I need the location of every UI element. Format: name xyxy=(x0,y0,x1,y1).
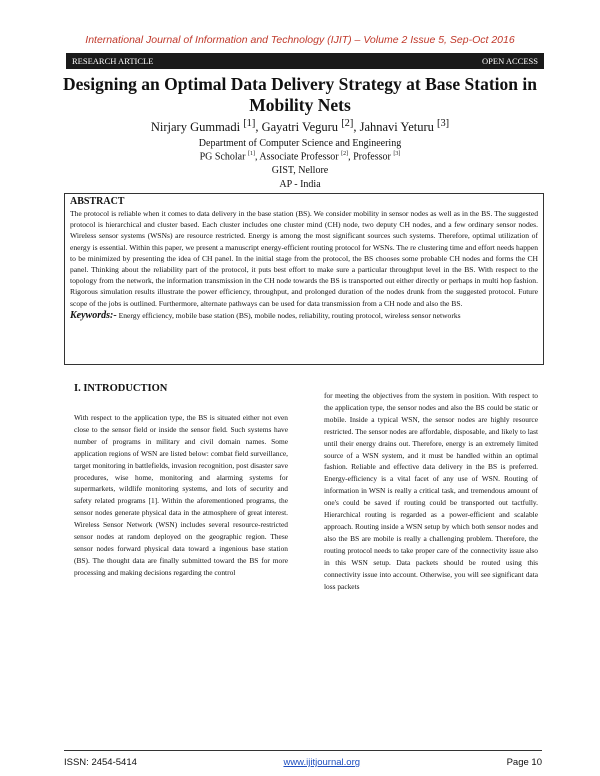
abstract-heading: ABSTRACT xyxy=(70,196,125,207)
role-text: Professor xyxy=(353,151,394,163)
article-banner xyxy=(66,53,544,69)
role-ref: [1] xyxy=(247,151,255,157)
role-text: Associate Professor xyxy=(259,151,342,163)
role-separator: , xyxy=(348,151,354,163)
author-name: Jahnavi Yeturu xyxy=(359,120,434,135)
footer-divider xyxy=(64,750,542,751)
keywords xyxy=(70,310,538,321)
author-separator: , xyxy=(353,120,360,135)
footer-url-link[interactable]: www.ijitjournal.org xyxy=(283,757,361,768)
article-type-label: RESEARCH ARTICLE xyxy=(72,56,154,66)
open-access-label: OPEN ACCESS xyxy=(482,56,538,66)
affiliation-institution: GIST, Nellore xyxy=(271,165,329,176)
keywords-text: Energy efficiency, mobile base station (BS), mobile nodes, reliability, routing protocol, wireless sensor networks xyxy=(116,310,461,320)
author-ref: [2] xyxy=(341,118,354,129)
footer-page-number: Page 10 xyxy=(506,757,542,768)
abstract-text: The protocol is reliable when it comes to data delivery in the base station (BS). We consider mobility in sensor nodes as well as in the BS. The suggested protocol is hierarchical and cluster based. Each cluster includes one cluster mind (CH) node, two deputy CH nodes, and a few ordinary sensor nodes. Wireless sensor systems (WSNs) are resource restricted. Energy is among the most significant sources such systems. Therefore, optimal utilization of energy is essential. Within this paper, we present a manuscript energy-efficient routing protocol for WSNs. The re clustering time and effort needs happen to be minimized by presenting the idea of CH panel. In the initial stage from the protocol, the BS chooses some probable CH nodes and forms the CH panel. Thinking about the reliability part of the protocol, it puts best effort to make sure a particular throughput level in the BS. With respect to the topology from the network, the information transmission in the CH node towards the BS is transported out either directly or perhaps in multi hop fashion. Rigorous simulation results illustrate the power efficiency, throughput, and prolonged duration of the nodes drunk from the suggested protocol. Future scope of the jobs is outlined. Furthermore, alternate pathways can be used for data transmission from a CH node and also the BS. xyxy=(70,209,538,308)
abstract-box xyxy=(64,193,544,365)
body-column-left: With respect to the application type, the BS is situated either not even close to the sensor field or inside the sensor field. Such systems have number of programs in military and civil domain names. Some application regions of WSN are listed below: combat field surveillance, target monitoring in battlefields, invasion recognition, post disaster save procedures, wise home, monitoring and alarming systems for supermarkets, wildlife monitoring systems, and lots of security and safety related programs [1]. Within the aforementioned programs, the sensor nodes generate physical data in the atmosphere of great interest. Wireless Sensor Network (WSN) includes several resource-restricted sensor nodes at random deployed on the geographic region. These sensor nodes forward physical data toward a ingenious base station (BS). The thought data are finally submitted toward the BS for more processing and making decisions regarding the control xyxy=(74,413,288,577)
keywords-label: Keywords:- xyxy=(70,309,117,321)
paper-title: Designing an Optimal Data Delivery Strategy at Base Station in Mobility Nets xyxy=(63,74,537,115)
role-ref: [3] xyxy=(393,151,401,157)
footer-issn: ISSN: 2454-5414 xyxy=(64,757,137,768)
author-name: Gayatri Veguru xyxy=(261,120,339,135)
page-footer xyxy=(64,757,542,768)
affiliation-roles xyxy=(0,151,600,162)
section-heading: I. INTRODUCTION xyxy=(74,383,168,394)
author-ref: [1] xyxy=(243,118,256,129)
author-list xyxy=(0,118,600,135)
role-separator: , xyxy=(254,151,260,163)
affiliation-location: AP - India xyxy=(279,179,321,190)
role-text: PG Scholar xyxy=(199,151,248,163)
author-name: Nirjary Gummadi xyxy=(150,120,241,135)
role-ref: [2] xyxy=(341,151,349,157)
body-column-right: for meeting the objectives from the system in position. With respect to the application type, the sensor nodes and also the BS could be static or mobile. Inside a typical WSN, the sensor nodes are highly resource restricted. The sensor nodes are affordable, disposable, and likely to last until their energy drains out. Therefore, energy is an extremely limited source of a WSN system, and it must be handled within an optimal fashion. Reliable and effective data delivery in the BS is preferred. Energy-efficiency is a vital facet of any use of WSN. Routing of information in WSN is really a critical task, and tremendous amount of one's could be saved if routing could be transported out tactfully. Hierarchical routing is regarded as a power-efficient and scalable approach. Routing inside a WSN setup by which both sensor nodes and also the BS are mobile is really a challenging problem. Therefore, the routing protocol needs to take proper care of the connectivity issue also in this WSN setup. Data packets should be routed using this connectivity issue into account. Otherwise, you will see significant data loss packets xyxy=(324,391,538,591)
journal-header: International Journal of Information and Technology (IJIT) – Volume 2 Issue 5, Sep-Oct 2016 xyxy=(85,34,515,46)
affiliation-department: Department of Computer Science and Engineering xyxy=(198,138,402,149)
author-ref: [3] xyxy=(437,118,450,129)
author-separator: , xyxy=(255,120,262,135)
